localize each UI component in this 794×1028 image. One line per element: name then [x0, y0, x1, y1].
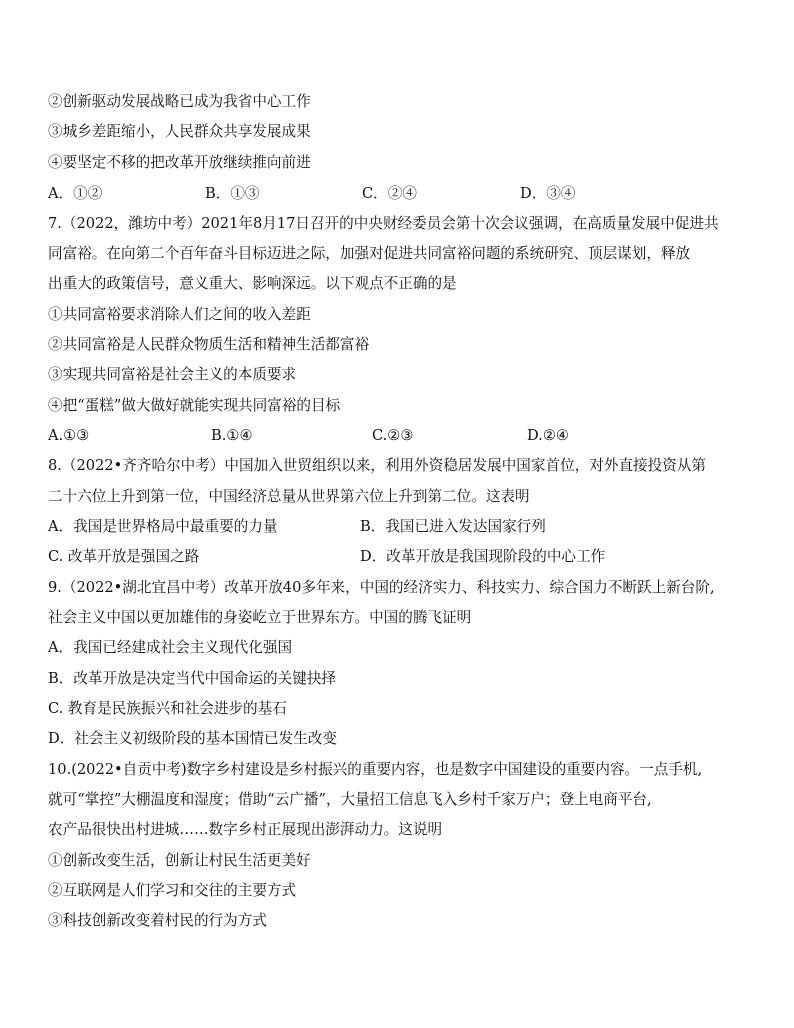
q9-option-b: B．改革开放是决定当代中国命运的关键抉择	[48, 670, 337, 687]
q7-statement-4: ④把“蛋糕”做大做好就能实现共同富裕的目标	[48, 397, 341, 414]
q7-option-b: B.①④	[211, 427, 253, 444]
q10-statement-2: ②互联网是人们学习和交往的主要方式	[48, 882, 297, 899]
q7-option-a: A.①③	[48, 427, 90, 444]
q8-option-a: A．我国是世界格局中最重要的力量	[48, 518, 278, 535]
q6-option-b: B．①③	[205, 185, 260, 202]
q6-option-c: C．②④	[362, 185, 417, 202]
q10-stem-line-1: 10.(2022•自贡中考)数字乡村建设是乡村振兴的重要内容，也是数字中国建设的重要内容。一点手机,	[48, 761, 703, 778]
q10-stem-line-3: 农产品很快出村进城……数字乡村正展现出澎湃动力。这说明	[48, 821, 443, 838]
q6-option-a: A．①②	[48, 185, 103, 202]
q7-statement-1: ①共同富裕要求消除人们之间的收入差距	[48, 306, 311, 323]
q7-stem-line-3: 出重大的政策信号，意义重大、影响深远。以下观点不正确的是	[48, 275, 457, 292]
q7-option-c: C.②③	[372, 427, 414, 444]
q6-statement-3: ③城乡差距缩小，人民群众共享发展成果	[48, 123, 311, 140]
q8-option-d: D．改革开放是我国现阶段的中心工作	[360, 548, 606, 565]
q9-option-d: D．社会主义初级阶段的基本国情已发生改变	[48, 730, 337, 747]
q6-statement-4: ④要坚定不移的把改革开放继续推向前进	[48, 154, 311, 171]
q8-stem-line-1: 8.（2022•齐齐哈尔中考）中国加入世贸组织以来，利用外资稳居发展中国家首位，对外直接投资从第	[48, 457, 707, 474]
q6-statement-2: ②创新驱动发展战略已成为我省中心工作	[48, 93, 311, 110]
q9-stem-line-1: 9.（2022•湖北宜昌中考）改革开放40多年来，中国的经济实力、科技实力、综合国力不断跃上新台阶,	[48, 579, 715, 596]
q7-stem-line-1: 7.（2022，潍坊中考）2021年8月17日召开的中央财经委员会第十次会议强调，在高质量发展中促进共	[48, 215, 719, 232]
q10-statement-1: ①创新改变生活，创新让村民生活更美好	[48, 852, 311, 869]
q7-option-d: D.②④	[527, 427, 569, 444]
q8-option-b: B．我国已进入发达国家行列	[360, 518, 546, 535]
q7-statement-2: ②共同富裕是人民群众物质生活和精神生活都富裕	[48, 336, 370, 353]
q9-option-a: A．我国已经建成社会主义现代化强国	[48, 639, 293, 656]
q7-stem-line-2: 同富裕。在向第二个百年奋斗目标迈进之际，加强对促进共同富裕问题的系统研究、顶层谋划，释放	[48, 245, 691, 262]
q10-statement-3: ③科技创新改变着村民的行为方式	[48, 912, 267, 929]
q10-stem-line-2: 就可“掌控”大棚温度和湿度；借助“云广播”，大量招工信息飞入乡村千家万户；登上电商平台,	[48, 791, 652, 808]
q8-stem-line-2: 二十六位上升到第一位，中国经济总量从世界第六位上升到第二位。这表明	[48, 488, 530, 505]
q9-option-c: C. 教育是民族振兴和社会进步的基石	[48, 700, 287, 717]
q6-option-d: D．③④	[520, 185, 576, 202]
q7-statement-3: ③实现共同富裕是社会主义的本质要求	[48, 366, 297, 383]
q9-stem-line-2: 社会主义中国以更加雄伟的身姿屹立于世界东方。中国的腾飞证明	[48, 609, 472, 626]
q8-option-c: C. 改革开放是强国之路	[48, 548, 200, 565]
